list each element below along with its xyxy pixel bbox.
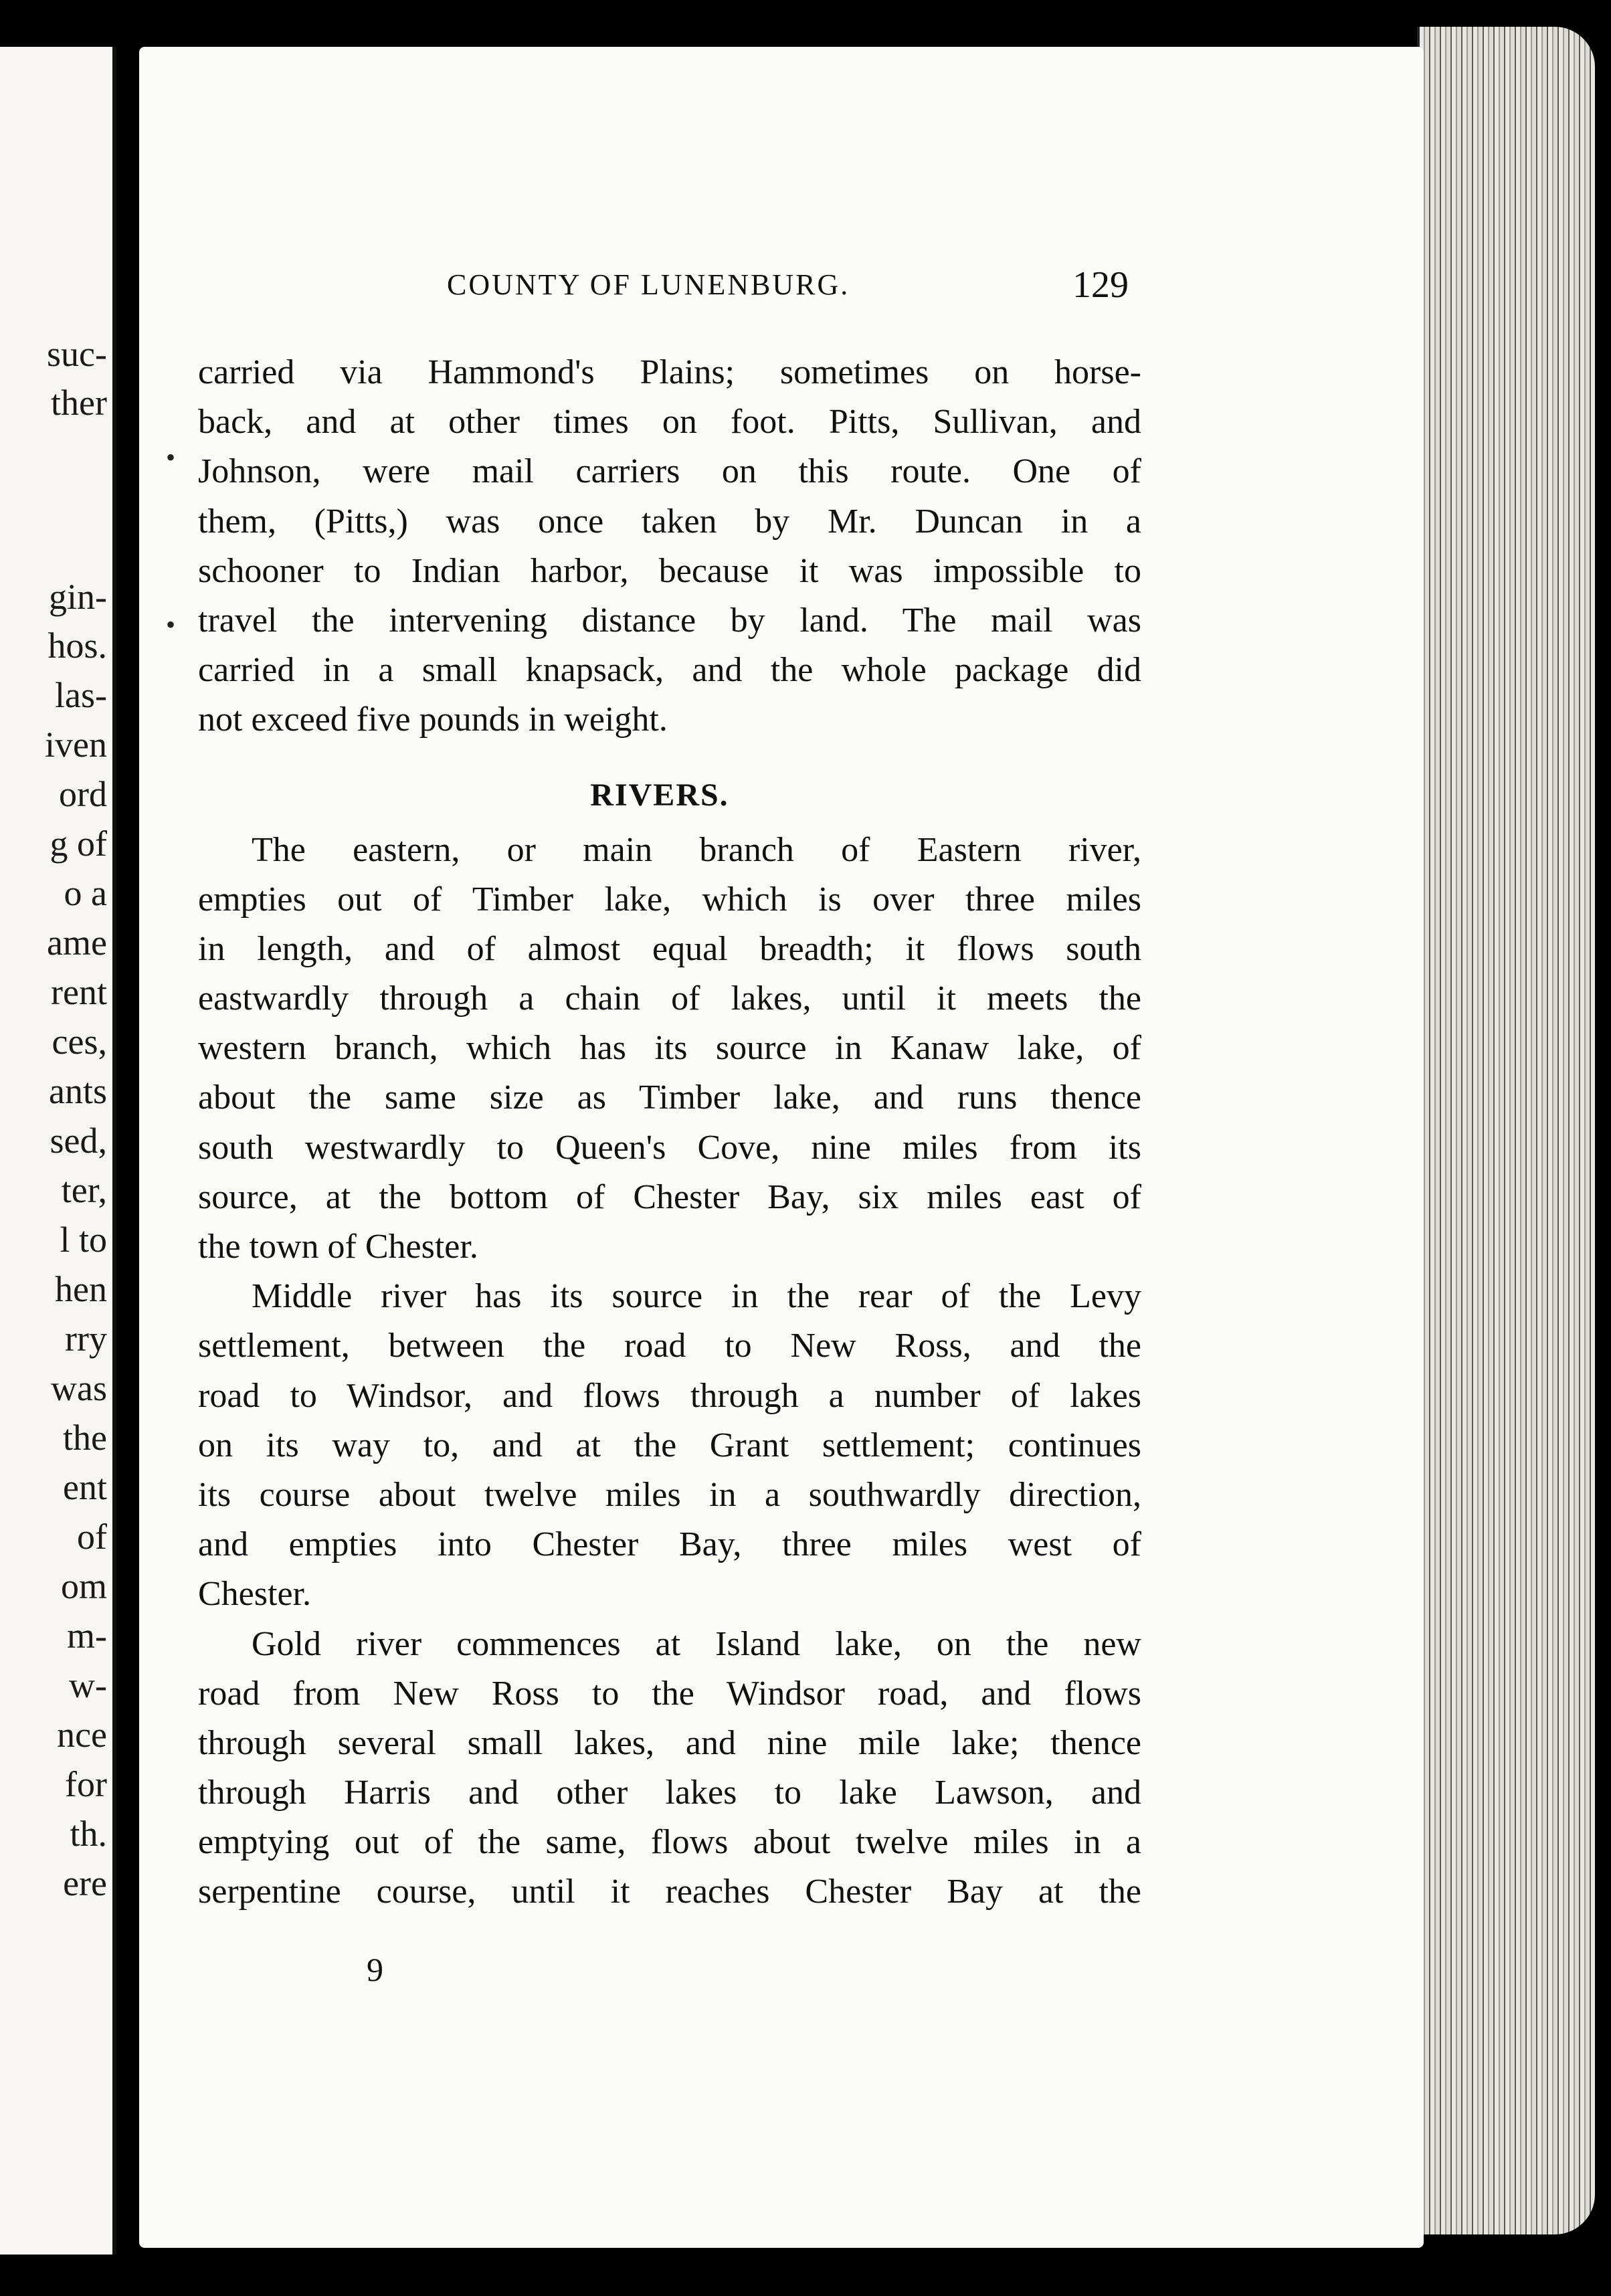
paragraph bbox=[198, 1272, 1141, 1619]
stray-mark-icon: • bbox=[166, 609, 176, 640]
text-line: through several small lakes, and nine mile lake; thence bbox=[198, 1723, 1141, 1762]
facing-page-fragment: o a bbox=[64, 873, 107, 913]
text-line: Middle river has its source in the rear of the Levy bbox=[252, 1277, 1141, 1316]
text-line: source, at the bottom of Chester Bay, six miles east of bbox=[198, 1177, 1141, 1216]
body-text bbox=[198, 348, 1141, 1917]
text-line: them, (Pitts,) was once taken by Mr. Duncan in a bbox=[198, 502, 1141, 541]
paragraph bbox=[198, 1620, 1141, 1917]
page-number: 129 bbox=[1072, 264, 1129, 306]
facing-page-fragment: ter, bbox=[61, 1170, 107, 1210]
text-line: not exceed five pounds in weight. bbox=[198, 700, 668, 739]
facing-page-fragment: rry bbox=[65, 1319, 107, 1359]
facing-page-fragment: las- bbox=[55, 675, 107, 715]
text-line: south westwardly to Queen's Cove, nine miles from its bbox=[198, 1128, 1141, 1167]
facing-page-fragment: hen bbox=[55, 1269, 107, 1309]
running-title: COUNTY OF LUNENBURG. bbox=[447, 268, 850, 301]
book-page-edges bbox=[1417, 27, 1595, 2234]
text-line: road to Windsor, and flows through a number of lakes bbox=[198, 1376, 1141, 1415]
stray-mark-icon: • bbox=[166, 442, 176, 472]
facing-page-fragment: was bbox=[51, 1368, 107, 1408]
text-line: Johnson, were mail carriers on this route. One of bbox=[198, 452, 1141, 491]
facing-page bbox=[0, 47, 116, 2255]
text-line: serpentine course, until it reaches Chester Bay at the bbox=[198, 1873, 1141, 1911]
text-line: eastwardly through a chain of lakes, until it meets the bbox=[198, 979, 1141, 1018]
text-line: schooner to Indian harbor, because it was impossible to bbox=[198, 551, 1141, 590]
facing-page-fragment: m- bbox=[67, 1616, 107, 1656]
facing-page-fragment: gin- bbox=[49, 577, 107, 617]
text-line: and empties into Chester Bay, three miles west of bbox=[198, 1525, 1141, 1564]
text-line: empties out of Timber lake, which is over three miles bbox=[198, 880, 1141, 919]
text-line: Gold river commences at Island lake, on the new bbox=[252, 1624, 1141, 1663]
facing-page-fragment: iven bbox=[45, 725, 107, 765]
text-line: back, and at other times on foot. Pitts, Sullivan, and bbox=[198, 403, 1141, 442]
text-line: in length, and of almost equal breadth; it flows south bbox=[198, 929, 1141, 968]
paragraph bbox=[198, 348, 1141, 745]
facing-page-fragment: ord bbox=[59, 774, 107, 814]
text-line: western branch, which has its source in Kanaw lake, of bbox=[198, 1029, 1141, 1068]
facing-page-fragment: the bbox=[63, 1418, 107, 1458]
facing-page-fragment: ent bbox=[63, 1467, 107, 1507]
facing-page-fragment: ame bbox=[47, 923, 107, 963]
facing-page-fragment: sed, bbox=[50, 1121, 107, 1161]
facing-page-fragment: om bbox=[60, 1566, 107, 1606]
text-line: settlement, between the road to New Ross, and the bbox=[198, 1327, 1141, 1365]
text-line: through Harris and other lakes to lake Lawson, and bbox=[198, 1774, 1141, 1812]
book-page bbox=[139, 47, 1424, 2248]
facing-page-fragment: for bbox=[65, 1764, 107, 1804]
text-line: its course about twelve miles in a southwardly direction, bbox=[198, 1475, 1141, 1514]
facing-page-fragment: g of bbox=[50, 824, 107, 864]
text-line: emptying out of the same, flows about twelve miles in a bbox=[198, 1823, 1141, 1862]
paragraph bbox=[198, 826, 1141, 1272]
text-line: Chester. bbox=[198, 1575, 311, 1614]
text-line: about the same size as Timber lake, and runs thence bbox=[198, 1078, 1141, 1117]
facing-page-fragment: suc- bbox=[47, 334, 107, 374]
signature-mark: 9 bbox=[367, 1951, 383, 1988]
facing-page-fragment: ces, bbox=[52, 1022, 107, 1062]
facing-page-fragment: th. bbox=[70, 1814, 107, 1854]
section-heading: RIVERS. bbox=[590, 777, 729, 813]
text-line: on its way to, and at the Grant settlement; continues bbox=[198, 1426, 1141, 1464]
facing-page-fragment: ere bbox=[63, 1863, 107, 1903]
facing-page-fragment: nce bbox=[57, 1715, 107, 1755]
facing-page-fragment: of bbox=[77, 1517, 107, 1557]
facing-page-fragment: hos. bbox=[48, 626, 107, 666]
facing-page-fragment: l to bbox=[60, 1220, 107, 1260]
running-head bbox=[139, 264, 1424, 314]
text-line: the town of Chester. bbox=[198, 1228, 478, 1266]
facing-page-fragment: ants bbox=[49, 1071, 107, 1111]
facing-page-fragment: w- bbox=[69, 1665, 107, 1705]
facing-page-fragment: rent bbox=[51, 972, 107, 1012]
text-line: road from New Ross to the Windsor road, and flows bbox=[198, 1674, 1141, 1713]
facing-page-fragment: ther bbox=[51, 383, 107, 423]
text-line: travel the intervening distance by land. The mail was bbox=[198, 601, 1141, 640]
text-line: The eastern, or main branch of Eastern river, bbox=[252, 830, 1141, 869]
text-line: carried via Hammond's Plains; sometimes on horse- bbox=[198, 353, 1141, 391]
text-line: carried in a small knapsack, and the whole package did bbox=[198, 651, 1141, 690]
